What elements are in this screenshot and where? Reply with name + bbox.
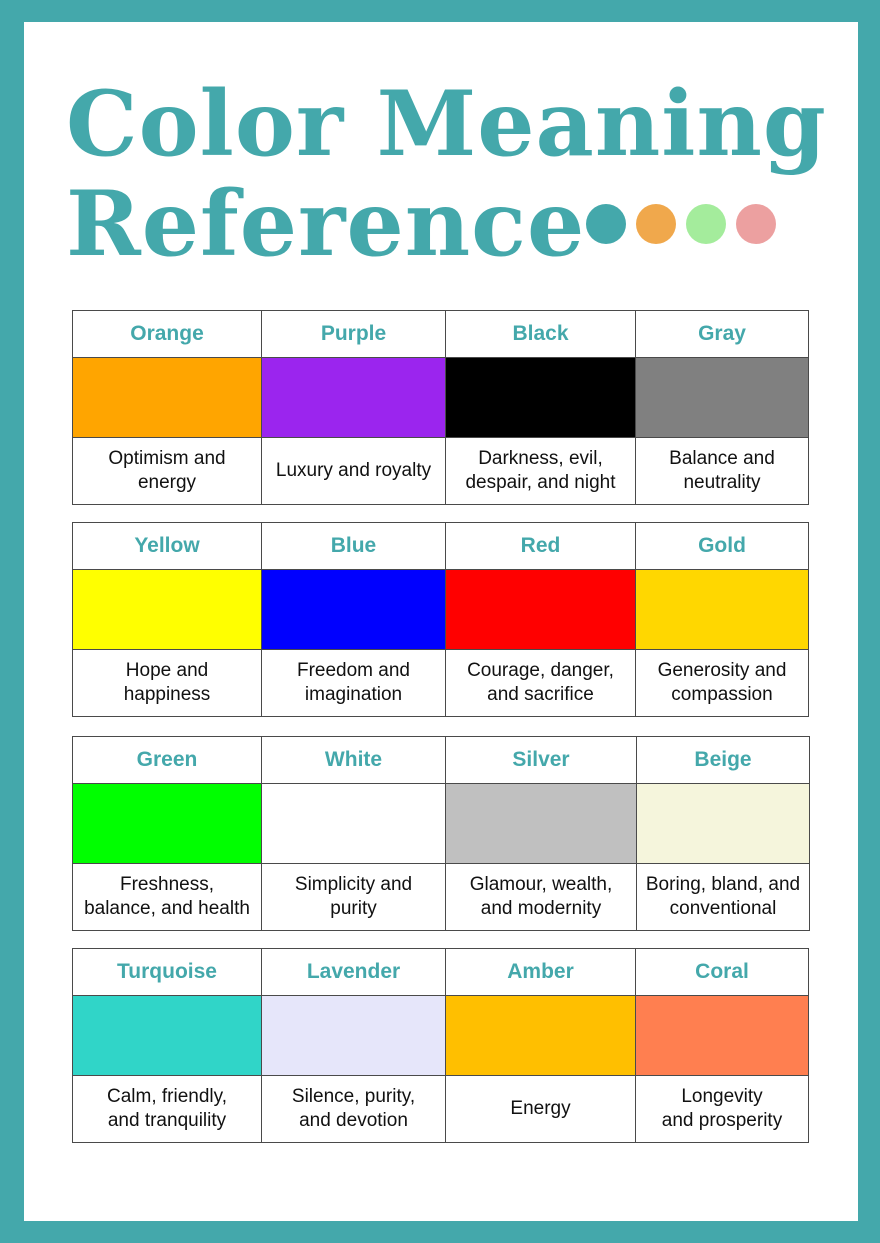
color-name: Black bbox=[446, 311, 636, 358]
color-table-3 bbox=[72, 736, 810, 931]
color-swatch bbox=[446, 358, 636, 438]
color-name: Silver bbox=[446, 737, 637, 784]
color-meaning: Balance and neutrality bbox=[636, 438, 809, 505]
color-name-row bbox=[73, 949, 809, 996]
color-name: Lavender bbox=[262, 949, 446, 996]
color-meaning: Boring, bland, and conventional bbox=[637, 864, 810, 931]
color-swatch bbox=[636, 996, 809, 1076]
color-meaning: Hope and happiness bbox=[73, 650, 262, 717]
color-meaning: Freedom and imagination bbox=[262, 650, 446, 717]
color-name: Beige bbox=[637, 737, 810, 784]
color-swatch bbox=[262, 784, 446, 864]
color-name: Amber bbox=[446, 949, 636, 996]
color-meaning: Energy bbox=[446, 1076, 636, 1143]
color-swatch bbox=[446, 996, 636, 1076]
dot-green bbox=[686, 204, 726, 244]
color-swatch bbox=[262, 358, 446, 438]
meaning-row bbox=[73, 1076, 809, 1143]
color-swatch bbox=[262, 996, 446, 1076]
color-name: White bbox=[262, 737, 446, 784]
dot-teal bbox=[586, 204, 626, 244]
dot-pink bbox=[736, 204, 776, 244]
color-swatch bbox=[73, 996, 262, 1076]
color-swatch bbox=[73, 358, 262, 438]
swatch-row bbox=[73, 570, 809, 650]
color-name: Orange bbox=[73, 311, 262, 358]
color-meaning: Freshness, balance, and health bbox=[73, 864, 262, 931]
color-table-1 bbox=[72, 310, 809, 505]
color-name: Turquoise bbox=[73, 949, 262, 996]
color-swatch bbox=[446, 784, 637, 864]
title-line-1: Color Meaning bbox=[66, 71, 827, 177]
color-swatch bbox=[636, 570, 809, 650]
color-meaning: Optimism and energy bbox=[73, 438, 262, 505]
color-swatch bbox=[73, 784, 262, 864]
color-name: Green bbox=[73, 737, 262, 784]
decorative-dots bbox=[586, 204, 776, 244]
color-name: Purple bbox=[262, 311, 446, 358]
page-title bbox=[66, 71, 827, 277]
poster-sheet bbox=[24, 22, 858, 1221]
color-swatch bbox=[262, 570, 446, 650]
color-name: Blue bbox=[262, 523, 446, 570]
color-name-row bbox=[73, 737, 810, 784]
color-meaning: Calm, friendly, and tranquility bbox=[73, 1076, 262, 1143]
color-name-row bbox=[73, 523, 809, 570]
meaning-row bbox=[73, 650, 809, 717]
color-name: Gold bbox=[636, 523, 809, 570]
color-meaning: Longevity and prosperity bbox=[636, 1076, 809, 1143]
color-table-4 bbox=[72, 948, 809, 1143]
color-name: Gray bbox=[636, 311, 809, 358]
swatch-row bbox=[73, 784, 810, 864]
color-meaning: Simplicity and purity bbox=[262, 864, 446, 931]
color-meaning: Silence, purity, and devotion bbox=[262, 1076, 446, 1143]
color-meaning: Courage, danger, and sacrifice bbox=[446, 650, 636, 717]
dot-orange bbox=[636, 204, 676, 244]
color-meaning: Generosity and compassion bbox=[636, 650, 809, 717]
color-swatch bbox=[73, 570, 262, 650]
swatch-row bbox=[73, 996, 809, 1076]
color-name: Coral bbox=[636, 949, 809, 996]
color-meaning: Darkness, evil, despair, and night bbox=[446, 438, 636, 505]
color-name: Red bbox=[446, 523, 636, 570]
color-name-row bbox=[73, 311, 809, 358]
color-swatch bbox=[446, 570, 636, 650]
meaning-row bbox=[73, 864, 810, 931]
color-swatch bbox=[637, 784, 810, 864]
color-table-2 bbox=[72, 522, 809, 717]
color-name: Yellow bbox=[73, 523, 262, 570]
color-meaning: Luxury and royalty bbox=[262, 438, 446, 505]
swatch-row bbox=[73, 358, 809, 438]
title-line-2: Reference bbox=[66, 171, 586, 277]
meaning-row bbox=[73, 438, 809, 505]
color-swatch bbox=[636, 358, 809, 438]
color-meaning: Glamour, wealth, and modernity bbox=[446, 864, 637, 931]
